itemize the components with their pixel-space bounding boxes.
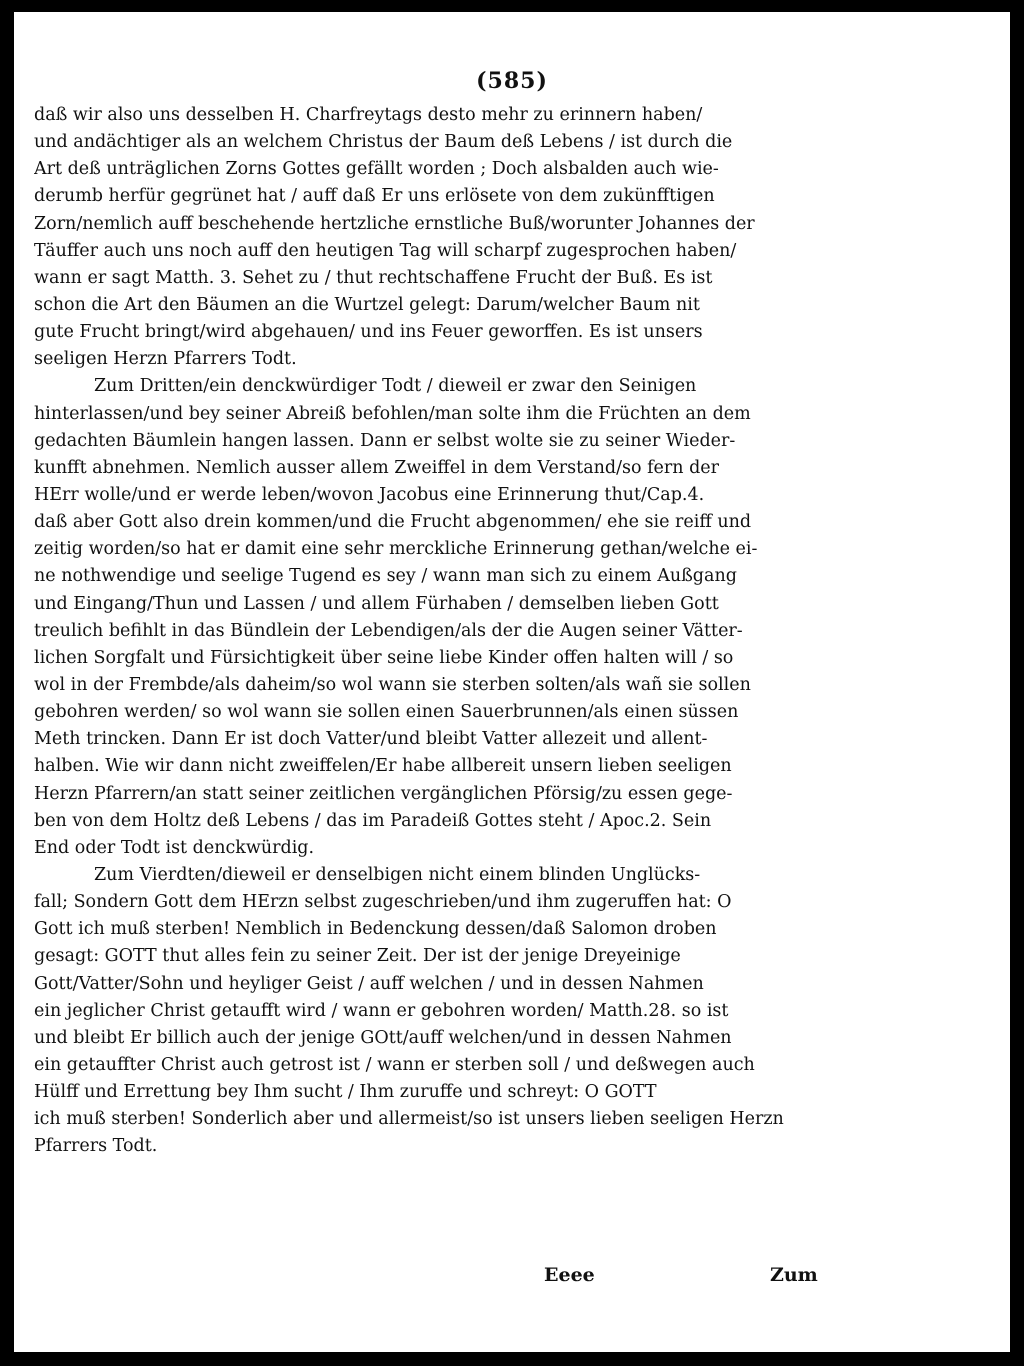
text-line: Pfarrers Todt.	[34, 1136, 158, 1157]
text-line: ben von dem Holtz deß Lebens / das im Paradeiß Gottes steht / Apoc.2. Sein	[34, 810, 712, 831]
text-line: daß wir also uns desselben H. Charfreytags desto mehr zu erinnern haben/	[34, 105, 703, 125]
signature-mark: Eeee	[544, 1264, 595, 1286]
text-line: ein jeglicher Christ getaufft wird / wann er gebohren worden/ Matth.28. so ist	[34, 1000, 729, 1021]
text-line: derumb herfür gegrünet hat / auff daß Er uns erlösete von dem zukünfftigen	[34, 186, 715, 207]
text-line: und Eingang/Thun und Lassen / und allem Fürhaben / demselben lieben Gott	[34, 593, 719, 614]
text-line: Meth trincken. Dann Er ist doch Vatter/und bleibt Vatter allezeit und allent-	[34, 729, 708, 750]
text-line: Gott/Vatter/Sohn und heyliger Geist / auff welchen / und in dessen Nahmen	[34, 973, 704, 994]
text-line: lichen Sorgfalt und Fürsichtigkeit über seine liebe Kinder offen halten will / so	[34, 647, 734, 668]
text-line: Täuffer auch uns noch auff den heutigen Tag will scharpf zugesprochen haben/	[34, 240, 737, 261]
text-line: ein getauffter Christ auch getrost ist / wann er sterben soll / und deßwegen auch	[34, 1054, 755, 1075]
text-line: seeligen Herzn Pfarrers Todt.	[34, 349, 297, 370]
text-line: treulich befihlt in das Bündlein der Lebendigen/als der die Augen seiner Vätter-	[34, 620, 743, 641]
text-line: HErr wolle/und er werde leben/wovon Jacobus eine Erinnerung thut/Cap.4.	[34, 484, 705, 505]
text-line: fall; Sondern Gott dem HErzn selbst zugeschrieben/und ihm zugeruffen hat: O	[34, 892, 732, 913]
text-line: gesagt: GOTT thut alles fein zu seiner Zeit. Der ist der jenige Dreyeinige	[34, 946, 681, 967]
text-line: Zum Dritten/ein denckwürdiger Todt / dieweil er zwar den Seinigen	[94, 376, 697, 397]
text-line: wol in der Frembde/als daheim/so wol wann sie sterben solten/als wañ sie sollen	[34, 674, 751, 695]
document-page	[14, 12, 1010, 1352]
text-line: End oder Todt ist denckwürdig.	[34, 837, 315, 858]
text-line: daß aber Gott also drein kommen/und die Frucht abgenommen/ ehe sie reiff und	[34, 512, 752, 533]
text-line: schon die Art den Bäumen an die Wurtzel gelegt: Darum/welcher Baum nit	[34, 294, 700, 315]
text-line: wann er sagt Matth. 3. Sehet zu / thut rechtschaffene Frucht der Buß. Es ist	[34, 267, 713, 288]
text-line: gute Frucht bringt/wird abgehauen/ und ins Feuer geworffen. Es ist unsers	[34, 322, 703, 343]
text-line: hinterlassen/und bey seiner Abreiß befohlen/man solte ihm die Früchten an dem	[34, 403, 751, 424]
text-line: gedachten Bäumlein hangen lassen. Dann er selbst wolte sie zu seiner Wieder-	[34, 430, 736, 451]
text-line: kunfft abnehmen. Nemlich ausser allem Zweiffel in dem Verstand/so fern der	[34, 457, 720, 478]
text-line: und andächtiger als an welchem Christus der Baum deß Lebens / ist durch die	[34, 132, 733, 153]
text-line: gebohren werden/ so wol wann sie sollen einen Sauerbrunnen/als einen süssen	[34, 702, 739, 723]
page-number-header: (585)	[476, 68, 548, 94]
text-line: Zum Vierdten/dieweil er denselbigen nicht einem blinden Unglücks-	[94, 864, 701, 885]
text-line: Zorn/nemlich auff beschehende hertzliche ernstliche Buß/worunter Johannes der	[34, 213, 755, 234]
text-line: ich muß sterben! Sonderlich aber und allermeist/so ist unsers lieben seeligen Herzn	[34, 1109, 784, 1130]
catchword: Zum	[770, 1264, 818, 1286]
text-line: Hülff und Errettung bey Ihm sucht / Ihm zuruffe und schreyt: O GOTT	[34, 1082, 657, 1103]
text-line: Herzn Pfarrern/an statt seiner zeitlichen vergänglichen Pförsig/zu essen gege-	[34, 783, 733, 804]
text-line: ne nothwendige und seelige Tugend es sey / wann man sich zu einem Außgang	[34, 566, 737, 587]
text-line: und bleibt Er billich auch der jenige GOtt/auff welchen/und in dessen Nahmen	[34, 1027, 732, 1048]
text-line: Art deß unträglichen Zorns Gottes gefällt worden ; Doch alsbalden auch wie-	[34, 159, 719, 180]
text-line: halben. Wie wir dann nicht zweiffelen/Er habe allbereit unsern lieben seeligen	[34, 756, 732, 777]
body-text	[34, 102, 840, 1160]
text-line: zeitig worden/so hat er damit eine sehr merckliche Erinnerung gethan/welche ei-	[34, 539, 758, 560]
text-line: Gott ich muß sterben! Nemblich in Bedenckung dessen/daß Salomon droben	[34, 919, 717, 940]
page-footer	[14, 1264, 1010, 1294]
